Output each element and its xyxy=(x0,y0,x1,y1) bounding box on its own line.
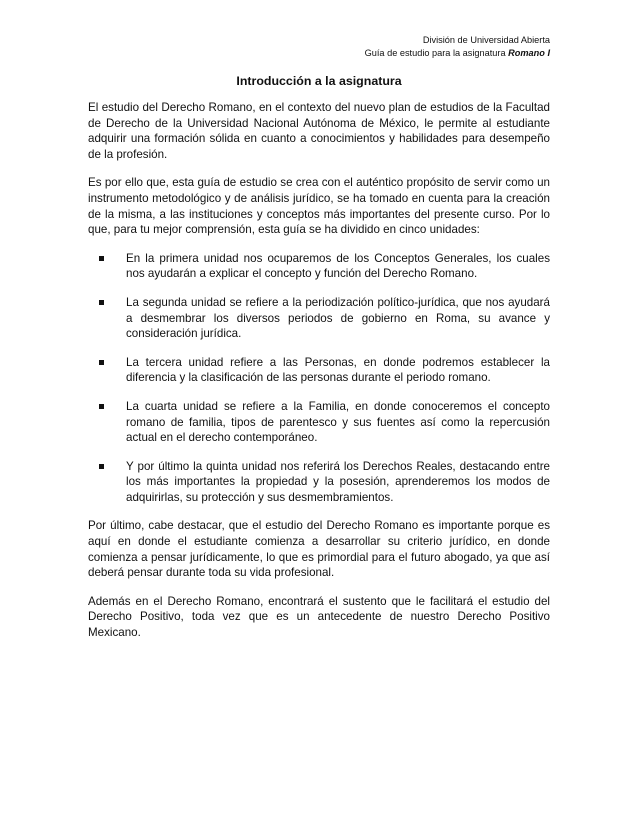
paragraph-positive-law: Además en el Derecho Romano, encontrará el sustento que le facilitará el estudio del Derecho Positivo, toda vez que es un antecedente de nuestro Derecho Positivo Mexicano. xyxy=(88,594,550,640)
list-item xyxy=(88,399,550,446)
header-division: División de Universidad Abierta xyxy=(422,35,550,45)
header-course-name: Romano I xyxy=(508,48,550,58)
list-item xyxy=(88,459,550,506)
document-title: Introducción a la asignatura xyxy=(236,74,402,88)
bullet-square-icon xyxy=(99,464,104,469)
list-item-text: Y por último la quinta unidad nos referirá los Derechos Reales, destacando entre los más importantes la propiedad y la posesión, aprenderemos los modos de adquirirlas, su protección y sus desmembramientos. xyxy=(126,459,550,504)
header-guide-text: Guía de estudio para la asignatura xyxy=(364,48,509,58)
list-item-text: La tercera unidad refiere a las Personas, en donde podremos establecer la diferencia y la clasificación de las personas durante el periodo romano. xyxy=(126,355,550,385)
list-item xyxy=(88,295,550,342)
paragraph-purpose: Es por ello que, esta guía de estudio se crea con el auténtico propósito de servir como un instrumento metodológico y de análisis jurídico, se ha tomado en cuenta para la creación de la misma, a las instituciones y conceptos más importantes del presente curso. Por lo que, para tu mejor comprensión, esta guía se ha dividido en cinco unidades: xyxy=(88,176,550,237)
bullet-square-icon xyxy=(99,300,104,305)
list-item xyxy=(88,355,550,386)
list-item-text: En la primera unidad nos ocuparemos de los Conceptos Generales, los cuales nos ayudarán a explicar el concepto y función del Derecho Romano. xyxy=(126,251,550,281)
bullet-square-icon xyxy=(99,360,104,365)
list-item-text: La segunda unidad se refiere a la periodización político-jurídica, que nos ayudará a desmembrar los diversos periodos de gobierno en Roma, su avance y consideración jurídica. xyxy=(126,295,550,341)
header-guide xyxy=(365,47,550,60)
document-body xyxy=(88,100,550,654)
units-list xyxy=(88,251,550,506)
page-header xyxy=(365,34,550,60)
paragraph-intro: El estudio del Derecho Romano, en el contexto del nuevo plan de estudios de la Facultad de Derecho de la Universidad Nacional Autónoma de México, le permite al estudiante adquirir una formación sólida en cuanto a conocimientos y habilidades para desempeño de la profesión. xyxy=(88,101,550,161)
list-item xyxy=(88,251,550,282)
list-item-text: La cuarta unidad se refiere a la Familia, en donde conoceremos el concepto romano de familia, tipos de parentesco y sus fuentes así como la repercusión actual en el derecho contemporáneo. xyxy=(126,399,550,445)
bullet-square-icon xyxy=(99,404,104,409)
paragraph-importance: Por último, cabe destacar, que el estudio del Derecho Romano es importante porque es aquí en donde el estudiante comienza a desarrollar su criterio jurídico, en donde comienza a pensar jurídicamente, lo que es primordial para el futuro abogado, ya que así deberá pensar durante toda su vida profesional. xyxy=(88,519,550,580)
bullet-square-icon xyxy=(99,256,104,261)
